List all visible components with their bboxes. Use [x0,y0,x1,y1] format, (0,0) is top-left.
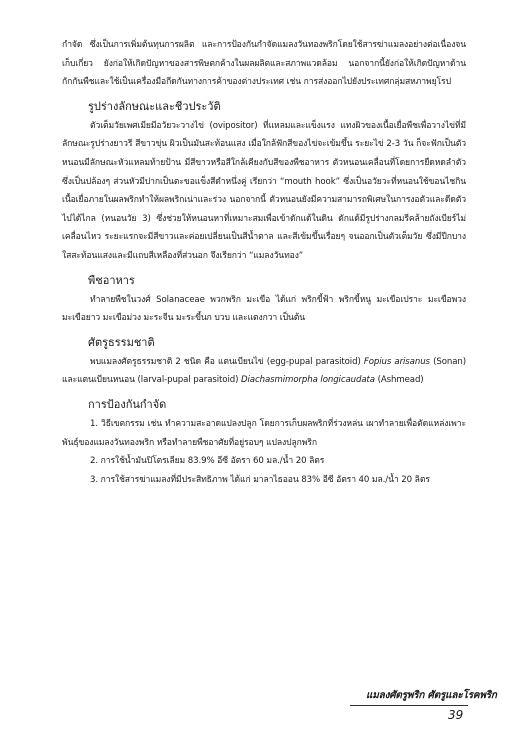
species-fopius: Fopius arisanus [363,356,430,367]
enemies-text-mid: (Sonan) และแตนเบียนหนอน (larval-pupal parasitoid) [62,356,466,386]
section-heading-morphology: รูปร่างลักษณะและชีวประวัติ [88,99,221,113]
enemies-text-pre: พบแมลงศัตรูธรรมชาติ 2 ชนิด คือ แตนเบียนไข่ (egg-pupal parasitoid) [90,356,364,367]
section-heading-enemies: ศัตรูธรรมชาติ [88,335,155,349]
species-diachasmimorpha: Diachasmimorpha longicaudata [241,375,375,386]
enemies-paragraph [62,353,466,390]
enemies-text-post: (Ashmead) [374,375,424,386]
control-item-3: 3. การใช้สารฆ่าแมลงที่มีประสิทธิภาพ ได้แก่ มาลาไธออน 83% อีซี อัตรา 40 มล./น้ำ 20 ลิตร [90,474,430,485]
footer-rule [350,705,468,706]
section-heading-control: การป้องกันกำจัด [88,397,167,411]
page-body [62,36,466,489]
morphology-paragraph: ตัวเต็มวัยเพศเมียมีอวัยวะวางไข่ (ovipositor) ที่แหลมและแข็งแรง แทงผิวของเนื้อเยื่อพืชเพื่อวางไข่ที่มีลักษณะรูปร่างยาวรี สีขาวขุ่น ผิวเป็นมันสะท้อนแสง เมื่อใกล้ฟักสีของไข่จะเข้มขึ้น ระยะไข่ 2-3 วัน ก็จะฟักเป็นตัวหนอนมีลักษณะหัวแหลมท้ายป้าน มีสีขาวหรือสีใกล้เคียงกับสีของพืชอาหาร ตัวหนอนเคลื่อนที่โดยการยืดหดลำตัวซึ่งเป็นปล้องๆ ส่วนหัวมีปากเป็นตะขอแข็งสีดำหนึ่งคู่ เรียกว่า “mouth hook” ซึ่งเป็นอวัยวะที่หนอนใช้ขอนไชกินเนื้อเยื่อภายในผลพริกทำให้ผลพริกเน่าและร่วง นอกจากนี้ ตัวหนอนยังมีความสามารถพิเศษในการงอตัวและดีดตัวไปได้ไกล (หนอนวัย 3) ซึ่งช่วยให้หนอนหาที่เหมาะสมเพื่อเข้าดักแด้ในดิน ดักแด้มีรูปร่างกลมรีคล้ายถังเบียร์ไม่เคลื่อนไหว ระยะแรกจะมีสีขาวและค่อยเปลี่ยนเป็นสีน้ำตาล และสีเข้มขึ้นเรื่อยๆ จนออกเป็นตัวเต็มวัย ซึ่งมีปีกบางใสสะท้อนแสงและมีแถบสีเหลืองที่ส่วนอก จึงเรียกว่า “แมลงวันทอง” [62,120,466,261]
host-paragraph: ทำลายพืชในวงศ์ Solanaceae พวกพริก มะเขือ ได้แก่ พริกขี้ฟ้า พริกขี้หนู มะเขือเปราะ มะเขือพวง มะเขือยาว มะเขือม่วง มะระจีน มะระขี้นก บวบ และแตงกวา เป็นต้น [62,294,466,324]
section-heading-host: พืชอาหาร [88,273,135,287]
control-item-2: 2. การใช้น้ำมันปิโตรเลียม 83.9% อีซี อัตรา 60 มล./น้ำ 20 ลิตร [90,456,325,467]
intro-paragraph: กำจัด ซึ่งเป็นการเพิ่มต้นทุนการผลิต และการป้องกันกำจัดแมลงวันทองพริกโดยใช้สารฆ่าแมลงอย่างต่อเนื่องจนเก็บเกี่ยว ยังก่อให้เกิดปัญหาของสารพิษตกค้างในผลผลิตและสภาพแวดล้อม นอกจากนี้ยังก่อให้เกิดปัญหาด้านกักกันพืชและใช้เป็นเครื่องมือกีดกันทางการค้าของต่างประเทศ เช่น การส่งออกไปยังประเทศกลุ่มสหภาพยุโรป [62,40,466,88]
footer-book-title: แมลงศัตรูพริก ศัตรูและโรคพริก [366,690,497,701]
control-item-1: 1. วิธีเขตกรรม เช่น ทำความสะอาดแปลงปลูก โดยการเก็บผลพริกที่ร่วงหล่น เผาทำลายเพื่อตัดแหล่งเพาะพันธุ์ของแมลงวันทองพริก หรือทำลายพืชอาศัยที่อยู่รอบๆ แปลงปลูกพริก [62,418,466,448]
page-number: 39 [448,708,464,722]
